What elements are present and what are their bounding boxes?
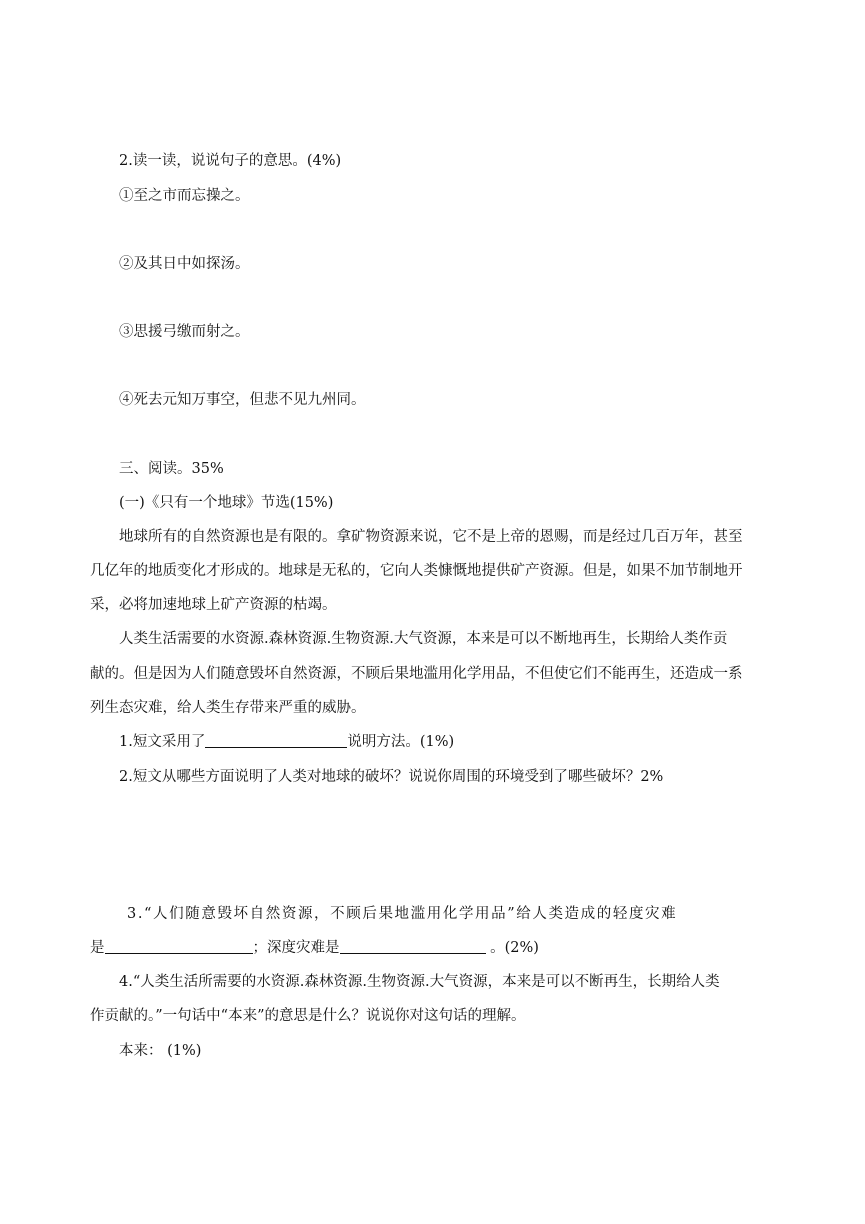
question-2-title: 2.读一读，说说句子的意思。(4%) <box>119 153 342 169</box>
sentence-item-2: ②及其日中如探汤。 <box>119 256 250 272</box>
question-3-prefix: 是 <box>90 940 105 956</box>
question-4-line-2: 作贡献的。”一句话中“本来”的意思是什么？说说你对这句话的理解。 <box>90 1008 526 1024</box>
question-4-line-1: 4.“人类生活所需要的水资源.森林资源.生物资源.大气资源，本来是可以不断再生，长期给人类 <box>119 974 720 990</box>
answer-label-benlai: 本来： (1%) <box>119 1043 202 1059</box>
passage-line: 地球所有的自然资源也是有限的。拿矿物资源来说，它不是上帝的恩赐，而是经过几百万年，甚至 <box>119 529 743 545</box>
sentence-item-3: ③思援弓缴而射之。 <box>119 324 250 340</box>
answer-blank-severe-disaster[interactable] <box>340 939 486 954</box>
question-3-line-1: 3.“人们随意毁坏自然资源，不顾后果地滥用化学用品”给人类造成的轻度灾难 <box>127 906 678 922</box>
answer-blank-mild-disaster[interactable] <box>105 939 253 954</box>
section-3-title: 三、阅读。35% <box>119 461 224 477</box>
question-3-middle: ；深度灾难是 <box>252 940 340 956</box>
question-1-suffix: 说明方法。(1%) <box>347 734 455 750</box>
passage-line: 采，必将加速地球上矿产资源的枯竭。 <box>90 597 337 613</box>
question-3-line-2 <box>90 938 539 958</box>
answer-blank-method[interactable] <box>205 733 347 748</box>
sentence-item-4: ④死去元知万事空，但悲不见九州同。 <box>119 392 366 408</box>
passage-title: (一)《只有一个地球》节选(15%) <box>119 495 334 511</box>
passage-line: 列生态灾难，给人类生存带来严重的威胁。 <box>90 700 366 716</box>
sentence-item-1: ①至之市而忘操之。 <box>119 188 250 204</box>
question-1-prefix: 1.短文采用了 <box>119 734 206 750</box>
passage-line: 几亿年的地质变化才形成的。地球是无私的，它向人类慷慨地提供矿产资源。但是，如果不加节制地开 <box>90 563 743 579</box>
question-2-passage: 2.短文从哪些方面说明了人类对地球的破坏？说说你周围的环境受到了哪些破坏？2% <box>119 769 664 785</box>
question-1 <box>119 732 454 752</box>
passage-line: 献的。但是因为人们随意毁坏自然资源，不顾后果地滥用化学用品，不但使它们不能再生，还造成一系 <box>90 666 743 682</box>
question-3-suffix: 。(2%) <box>485 940 539 956</box>
passage-line: 人类生活需要的水资源.森林资源.生物资源.大气资源，本来是可以不断地再生，长期给人类作贡 <box>119 631 728 647</box>
